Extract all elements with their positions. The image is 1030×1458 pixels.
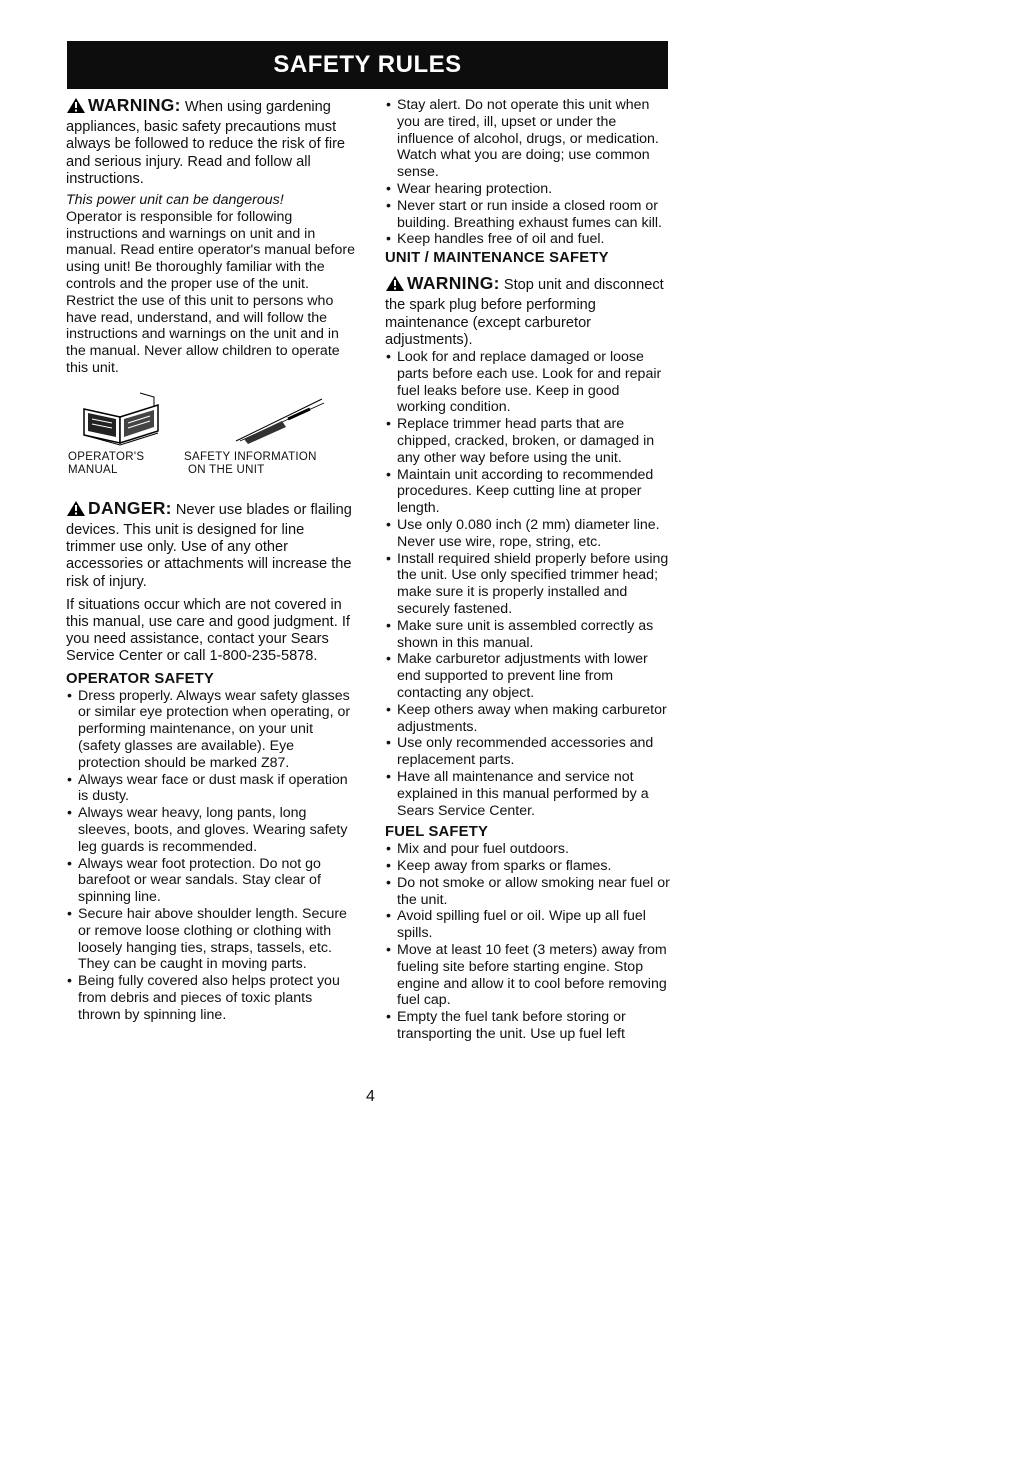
warning-triangle-icon (66, 97, 86, 119)
maintenance-safety-heading: UNIT / MAINTENANCE SAFETY (385, 250, 609, 267)
danger-triangle-icon (66, 500, 86, 522)
danger-text: Never use blades or flailing devices. This unit is designed for line trimmer use only. Use of any other accessories or attachments will increase the risk of injury. (66, 501, 352, 590)
list-item: • Have all maintenance and service not explained in this manual performed by a Sears Service Center. (385, 769, 672, 819)
danger-keyword: DANGER: (88, 497, 172, 518)
list-item: • Empty the fuel tank before storing or transporting the unit. Use up fuel left (385, 1009, 672, 1043)
list-item: • Mix and pour fuel outdoors. (385, 841, 672, 858)
list-item: • Secure hair above shoulder length. Secure or remove loose clothing or clothing with loosely hanging ties, straps, tassels, etc. They can be caught in moving parts. (66, 906, 356, 973)
list-item: • Install required shield properly before using the unit. Use only specified trimmer head; make sure it is properly installed and securely fastened. (385, 551, 672, 618)
maintenance-warning-keyword: WARNING: (407, 273, 500, 294)
safety-figures (66, 389, 356, 484)
list-item: • Keep handles free of oil and fuel. (385, 231, 672, 248)
operator-safety-heading: OPERATOR SAFETY (66, 670, 214, 687)
figure-caption-manual: OPERATOR'S MANUAL (68, 450, 145, 476)
fuel-safety-heading: FUEL SAFETY (385, 824, 489, 841)
general-safety-list (385, 97, 672, 248)
list-item: • Wear hearing protection. (385, 181, 672, 198)
operator-safety-list (66, 688, 356, 1024)
figure-caption-decal (184, 451, 317, 477)
list-item: • Use only recommended accessories and replacement parts. (385, 735, 672, 769)
list-item: • Never start or run inside a closed room or building. Breathing exhaust fumes can kill. (385, 198, 672, 232)
list-item: • Dress properly. Always wear safety glasses or similar eye protection when operating, or performing maintenance, on your unit (safety glasses are available). Eye protection should be marked Z87. (66, 688, 356, 772)
warning-block (66, 97, 356, 188)
responsibility-paragraph: Operator is responsible for following instructions and warnings on unit and in manual. Read entire operator's manual before using unit! Be thoroughly familiar with the controls and the proper use of the unit. Restrict the use of this unit to persons who have read, understand, and will follow the instructions and warnings on the unit and in the manual. Never allow children to operate this unit. (66, 208, 355, 376)
figure-caption-decal-line2: ON THE UNIT (188, 463, 265, 476)
maintenance-warning-text: Stop unit and disconnect the spark plug before performing maintenance (except carburetor adjustments). (385, 277, 664, 348)
list-item: • Make carburetor adjustments with lower end supported to prevent line from contacting any object. (385, 651, 672, 701)
situations-paragraph: If situations occur which are not covered in this manual, use care and good judgment. If you need assistance, contact your Sears Service Center or call 1-800-235-5878. (66, 596, 350, 665)
list-item: • Always wear face or dust mask if operation is dusty. (66, 772, 356, 806)
list-item: • Look for and replace damaged or loose parts before each use. Look for and repair fuel leaks before use. Keep in good working condition. (385, 349, 672, 416)
section-title: SAFETY RULES (273, 51, 462, 78)
list-item: • Being fully covered also helps protect you from debris and pieces of toxic plants thrown by spinning line. (66, 973, 356, 1023)
warning-text: When using gardening appliances, basic safety precautions must always be followed to reduce the risk of fire and serious injury. Read and follow all instructions. (66, 99, 346, 187)
list-item: • Use only 0.080 inch (2 mm) diameter line. Never use wire, rope, string, etc. (385, 517, 672, 551)
list-item: • Keep others away when making carburetor adjustments. (385, 702, 672, 736)
list-item: • Keep away from sparks or flames. (385, 858, 672, 875)
page-number: 4 (366, 1088, 375, 1105)
figure-caption-decal-line1: SAFETY INFORMATION (184, 450, 317, 463)
operators-manual-icon (80, 389, 164, 452)
list-item: • Move at least 10 feet (3 meters) away from fueling site before starting engine. Stop engine and allow it to cool before removing fuel cap. (385, 942, 672, 1009)
list-item: • Maintain unit according to recommended procedures. Keep cutting line at proper length. (385, 467, 672, 517)
list-item: • Always wear heavy, long pants, long sleeves, boots, and gloves. Wearing safety leg guards is recommended. (66, 805, 356, 855)
safety-decal-icon (230, 397, 326, 450)
maintenance-safety-list (385, 349, 672, 819)
list-item: • Always wear foot protection. Do not go barefoot or wear sandals. Stay clear of spinning line. (66, 856, 356, 906)
list-item: • Do not smoke or allow smoking near fuel or the unit. (385, 875, 672, 909)
list-item: • Replace trimmer head parts that are chipped, cracked, broken, or damaged in any other way before using the unit. (385, 416, 672, 466)
warning-triangle-icon (385, 275, 405, 297)
warning-keyword: WARNING: (88, 95, 181, 115)
list-item: • Make sure unit is assembled correctly as shown in this manual. (385, 618, 672, 652)
left-column (66, 97, 356, 1024)
fuel-safety-list (385, 841, 672, 1043)
right-column (385, 97, 672, 1043)
danger-block (66, 497, 356, 591)
section-banner (67, 41, 668, 89)
list-item: • Stay alert. Do not operate this unit when you are tired, ill, upset or under the influence of alcohol, drugs, or medication. Watch what you are doing; use common sense. (385, 97, 672, 181)
list-item: • Avoid spilling fuel or oil. Wipe up all fuel spills. (385, 908, 672, 942)
danger-statement: This power unit can be dangerous! (66, 192, 284, 209)
maintenance-warning-block (385, 275, 672, 349)
